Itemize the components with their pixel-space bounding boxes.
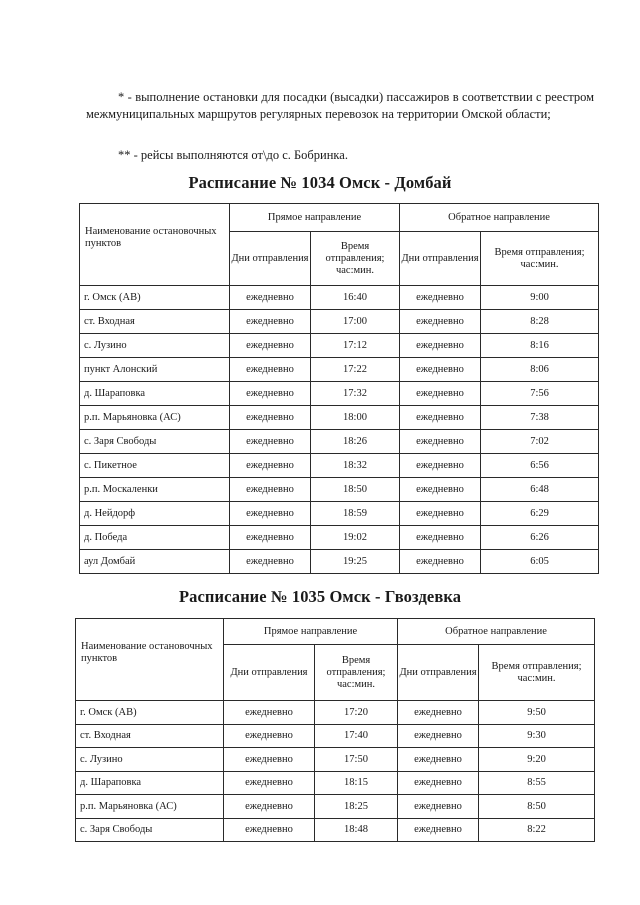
table-row bbox=[80, 358, 599, 382]
forward-days-cell: ежедневно bbox=[224, 818, 315, 842]
forward-days-cell: ежедневно bbox=[230, 334, 311, 358]
backward-time-cell: 8:06 bbox=[481, 358, 599, 382]
forward-time-cell: 17:32 bbox=[311, 382, 400, 406]
header-backward-direction: Обратное направление bbox=[398, 619, 595, 645]
forward-time-cell: 18:26 bbox=[311, 430, 400, 454]
backward-time-cell: 6:48 bbox=[481, 478, 599, 502]
stop-name-cell: ст. Входная bbox=[80, 310, 230, 334]
table-row bbox=[80, 550, 599, 574]
forward-days-cell: ежедневно bbox=[230, 286, 311, 310]
backward-time-cell: 6:26 bbox=[481, 526, 599, 550]
backward-days-cell: ежедневно bbox=[400, 382, 481, 406]
forward-time-cell: 17:50 bbox=[315, 748, 398, 772]
backward-days-cell: ежедневно bbox=[400, 550, 481, 574]
backward-time-cell: 9:30 bbox=[479, 724, 595, 748]
table-row bbox=[76, 771, 595, 795]
backward-days-cell: ежедневно bbox=[400, 478, 481, 502]
backward-days-cell: ежедневно bbox=[400, 286, 481, 310]
table-row bbox=[76, 795, 595, 819]
backward-time-cell: 7:56 bbox=[481, 382, 599, 406]
forward-time-cell: 18:00 bbox=[311, 406, 400, 430]
backward-days-cell: ежедневно bbox=[398, 795, 479, 819]
header-backward-time: Время отправления; час:мин. bbox=[479, 645, 595, 701]
header-stop-name: Наименование остановочных пунктов bbox=[80, 204, 230, 286]
stop-name-cell: с. Лузино bbox=[80, 334, 230, 358]
stop-name-cell: с. Заря Свободы bbox=[80, 430, 230, 454]
forward-days-cell: ежедневно bbox=[230, 406, 311, 430]
header-backward-days: Дни отправления bbox=[400, 232, 481, 286]
footnote-double-asterisk: ** - рейсы выполняются от\до с. Бобринка. bbox=[118, 148, 348, 162]
stop-name-cell: р.п. Марьяновка (АС) bbox=[76, 795, 224, 819]
backward-time-cell: 9:50 bbox=[479, 701, 595, 725]
backward-time-cell: 9:20 bbox=[479, 748, 595, 772]
backward-time-cell: 6:56 bbox=[481, 454, 599, 478]
stop-name-cell: аул Домбай bbox=[80, 550, 230, 574]
schedule-1034-title: Расписание № 1034 Омск - Домбай bbox=[188, 173, 452, 192]
forward-days-cell: ежедневно bbox=[230, 310, 311, 334]
stop-name-cell: р.п. Марьяновка (АС) bbox=[80, 406, 230, 430]
forward-days-cell: ежедневно bbox=[224, 795, 315, 819]
header-forward-direction: Прямое направление bbox=[230, 204, 400, 232]
forward-time-cell: 17:00 bbox=[311, 310, 400, 334]
stop-name-cell: д. Нейдорф bbox=[80, 502, 230, 526]
forward-time-cell: 17:40 bbox=[315, 724, 398, 748]
table-row bbox=[80, 406, 599, 430]
forward-days-cell: ежедневно bbox=[230, 502, 311, 526]
backward-time-cell: 7:02 bbox=[481, 430, 599, 454]
backward-days-cell: ежедневно bbox=[400, 406, 481, 430]
header-backward-time: Время отправления; час:мин. bbox=[481, 232, 599, 286]
forward-time-cell: 17:20 bbox=[315, 701, 398, 725]
backward-time-cell: 8:22 bbox=[479, 818, 595, 842]
table-row bbox=[76, 701, 595, 725]
header-forward-time: Время отправления; час:мин. bbox=[311, 232, 400, 286]
header-forward-direction: Прямое направление bbox=[224, 619, 398, 645]
forward-days-cell: ежедневно bbox=[230, 550, 311, 574]
backward-time-cell: 7:38 bbox=[481, 406, 599, 430]
schedule-1035-table bbox=[75, 618, 595, 842]
backward-days-cell: ежедневно bbox=[400, 430, 481, 454]
stop-name-cell: пункт Алонский bbox=[80, 358, 230, 382]
backward-time-cell: 6:29 bbox=[481, 502, 599, 526]
backward-days-cell: ежедневно bbox=[398, 701, 479, 725]
header-stop-name: Наименование остановочных пунктов bbox=[76, 619, 224, 701]
table-row bbox=[80, 478, 599, 502]
table-row bbox=[76, 724, 595, 748]
backward-time-cell: 8:55 bbox=[479, 771, 595, 795]
backward-time-cell: 6:05 bbox=[481, 550, 599, 574]
backward-days-cell: ежедневно bbox=[400, 454, 481, 478]
forward-time-cell: 18:48 bbox=[315, 818, 398, 842]
backward-days-cell: ежедневно bbox=[400, 358, 481, 382]
stop-name-cell: с. Пикетное bbox=[80, 454, 230, 478]
table-row bbox=[76, 818, 595, 842]
header-forward-time: Время отправления; час:мин. bbox=[315, 645, 398, 701]
forward-days-cell: ежедневно bbox=[224, 771, 315, 795]
forward-days-cell: ежедневно bbox=[230, 478, 311, 502]
stop-name-cell: с. Лузино bbox=[76, 748, 224, 772]
stop-name-cell: г. Омск (АВ) bbox=[76, 701, 224, 725]
backward-days-cell: ежедневно bbox=[398, 748, 479, 772]
forward-days-cell: ежедневно bbox=[224, 748, 315, 772]
forward-time-cell: 16:40 bbox=[311, 286, 400, 310]
schedule-1035-title: Расписание № 1035 Омск - Гвоздевка bbox=[178, 587, 462, 606]
stop-name-cell: д. Победа bbox=[80, 526, 230, 550]
table-row bbox=[80, 334, 599, 358]
backward-days-cell: ежедневно bbox=[400, 526, 481, 550]
backward-days-cell: ежедневно bbox=[400, 502, 481, 526]
table-row bbox=[80, 454, 599, 478]
stop-name-cell: с. Заря Свободы bbox=[76, 818, 224, 842]
header-forward-days: Дни отправления bbox=[224, 645, 315, 701]
backward-days-cell: ежедневно bbox=[398, 724, 479, 748]
forward-time-cell: 18:15 bbox=[315, 771, 398, 795]
stop-name-cell: ст. Входная bbox=[76, 724, 224, 748]
forward-days-cell: ежедневно bbox=[230, 358, 311, 382]
backward-time-cell: 8:28 bbox=[481, 310, 599, 334]
table-row bbox=[80, 502, 599, 526]
header-backward-direction: Обратное направление bbox=[400, 204, 599, 232]
header-backward-days: Дни отправления bbox=[398, 645, 479, 701]
forward-days-cell: ежедневно bbox=[224, 701, 315, 725]
footnote-asterisk: * - выполнение остановки для посадки (высадки) пассажиров в соответствии с реестром межмуниципальных маршрутов регулярных перевозок на территории Омской области; bbox=[86, 90, 594, 121]
backward-days-cell: ежедневно bbox=[398, 818, 479, 842]
table-row bbox=[76, 748, 595, 772]
forward-days-cell: ежедневно bbox=[230, 526, 311, 550]
table-row bbox=[80, 310, 599, 334]
forward-time-cell: 17:12 bbox=[311, 334, 400, 358]
forward-time-cell: 19:25 bbox=[311, 550, 400, 574]
forward-days-cell: ежедневно bbox=[230, 382, 311, 406]
stop-name-cell: д. Шараповка bbox=[76, 771, 224, 795]
forward-days-cell: ежедневно bbox=[224, 724, 315, 748]
forward-days-cell: ежедневно bbox=[230, 430, 311, 454]
table-row bbox=[80, 286, 599, 310]
forward-time-cell: 18:25 bbox=[315, 795, 398, 819]
forward-days-cell: ежедневно bbox=[230, 454, 311, 478]
stop-name-cell: р.п. Москаленки bbox=[80, 478, 230, 502]
forward-time-cell: 18:59 bbox=[311, 502, 400, 526]
forward-time-cell: 18:50 bbox=[311, 478, 400, 502]
backward-days-cell: ежедневно bbox=[398, 771, 479, 795]
table-row bbox=[80, 526, 599, 550]
schedule-1034-table bbox=[79, 203, 599, 574]
header-forward-days: Дни отправления bbox=[230, 232, 311, 286]
stop-name-cell: г. Омск (АВ) bbox=[80, 286, 230, 310]
backward-time-cell: 8:50 bbox=[479, 795, 595, 819]
backward-days-cell: ежедневно bbox=[400, 310, 481, 334]
backward-days-cell: ежедневно bbox=[400, 334, 481, 358]
forward-time-cell: 17:22 bbox=[311, 358, 400, 382]
forward-time-cell: 18:32 bbox=[311, 454, 400, 478]
backward-time-cell: 8:16 bbox=[481, 334, 599, 358]
stop-name-cell: д. Шараповка bbox=[80, 382, 230, 406]
backward-time-cell: 9:00 bbox=[481, 286, 599, 310]
table-row bbox=[80, 430, 599, 454]
forward-time-cell: 19:02 bbox=[311, 526, 400, 550]
table-row bbox=[80, 382, 599, 406]
